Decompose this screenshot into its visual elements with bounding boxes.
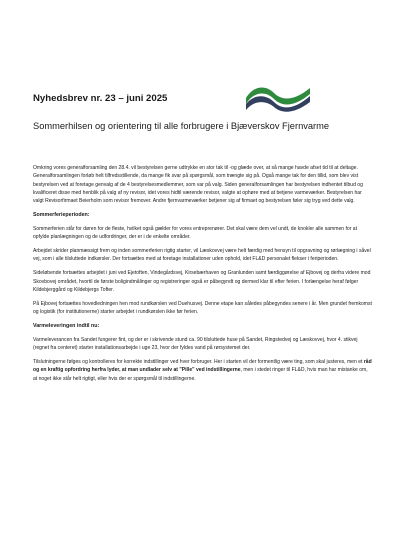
body-paragraph: Sideløbende fortsættes arbejdet i juni ved Ejetoften, Vindegårdsvej, Kirsebærhaven og Granlunden samt færdiggørelse af Ejbovej og derfra videre mod Skovbovej området, hvortil de første boligindmålinger og registreringer også er påbegyndt og dermed klar til efter ferien. I forlængelse heraf følger Kildebjerggård og Kildebjergs Tofter. — [33, 270, 371, 293]
section-heading-summer: Sommerferieperioden: — [33, 212, 90, 219]
body-paragraph: Arbejdet skrider planmæssigt frem og inden sommerferien rigtig starter, vil Læskovvej være helt færdig med hensyn til opgravning og rørlægning i såvel vej, som i alle tilsluttede indkørsler. Der fortsættes med at foretage installationer uden ophold, idet FL&D personalet flekser i feriperioden. — [33, 248, 371, 263]
advice-text-end: , men i stedet ringer til FL&D, hvis man har mistanke om, at noget ikke står helt rigtigt, eller hvis der er spørgsmål til indstillingerne. — [33, 367, 368, 382]
advice-emphasis: råd og en kraftig opfordring herfra lyder, at man undlader selv at "Pille" ved indstillingerne — [33, 359, 372, 374]
intro-paragraph: Omkring vores generalforsamling den 28.4. vil bestyrelsen gerne udtrykke en stor tak til -og glæde over, at så mange havde afset tid til at deltage. Generalforsamlingen forløb helt tilfredsstillende, da mange fik svar på spørgsmål, som trængte sig på. Også mange tak for den tillid, som blev vist bestyrelsen ved at foretage genvalg af de 4 bestyrelsesmedlemmer, som var på valg. Siden generalforsamlingen har bestyrelsen indhentet tilbud og kvalificeret disse med henblik på valg af ny revisor, idet vores hidtil værende revisor, valgte at ophøre med at betjene varmeværker. Bestyrelsen har valgt Revisorfirmaet Beierholm som revisor fremover. Andre fjernvarmeværker betjener sig af firmaet og bestyrelsen føler sig tryg ved dette valg. — [33, 165, 363, 205]
page-headline: Sommerhilsen og orientering til alle forbrugere i Bjæverskov Fjernvarme — [33, 121, 330, 131]
company-logo — [244, 82, 312, 112]
newsletter-body — [33, 164, 373, 389]
advice-text-start: Tilslutningerne følges og kontrolleres for korrekte indstillinger ved hver forbruger. Her i starten vil der formentlig være ting, som skal justeres, men et — [33, 359, 364, 366]
body-paragraph: Varmeleverancen fra Sandet fungerer fint, og der er i skrivende stund ca. 90 tilsluttede huse på Sandet, Ringstedvej og Læskovvej, hvor 4. stikvej (regnet fra centeret) starter installationsarbejde i uge 23, hvor der fyldes vand på rørsystemet der. — [33, 336, 358, 352]
body-paragraph: Sommerferien står for døren for de fleste, hvilket også gælder for vores entreprenører. Det skal være dem vel undt, de knokler alle sammen for at opfylde planlægningen og de udfordringer, der er i de enkelte områder. — [33, 225, 357, 241]
body-paragraph: På Ejbovej fortsættes hovedledningen hen mod rundkørslen ved Duehusvej. Denne etape kan således påbegyndes senere i år. Men grundet fremkomst og logistik (for institutionerne) starter arbejdet i rundkørslen ikke før ferien. — [33, 300, 372, 316]
section-heading-heat-delivery: Varmeleveringen indtil nu: — [33, 323, 100, 330]
body-paragraph-advice — [33, 358, 373, 383]
newsletter-title: Nyhedsbrev nr. 23 – juni 2025 — [33, 93, 168, 104]
